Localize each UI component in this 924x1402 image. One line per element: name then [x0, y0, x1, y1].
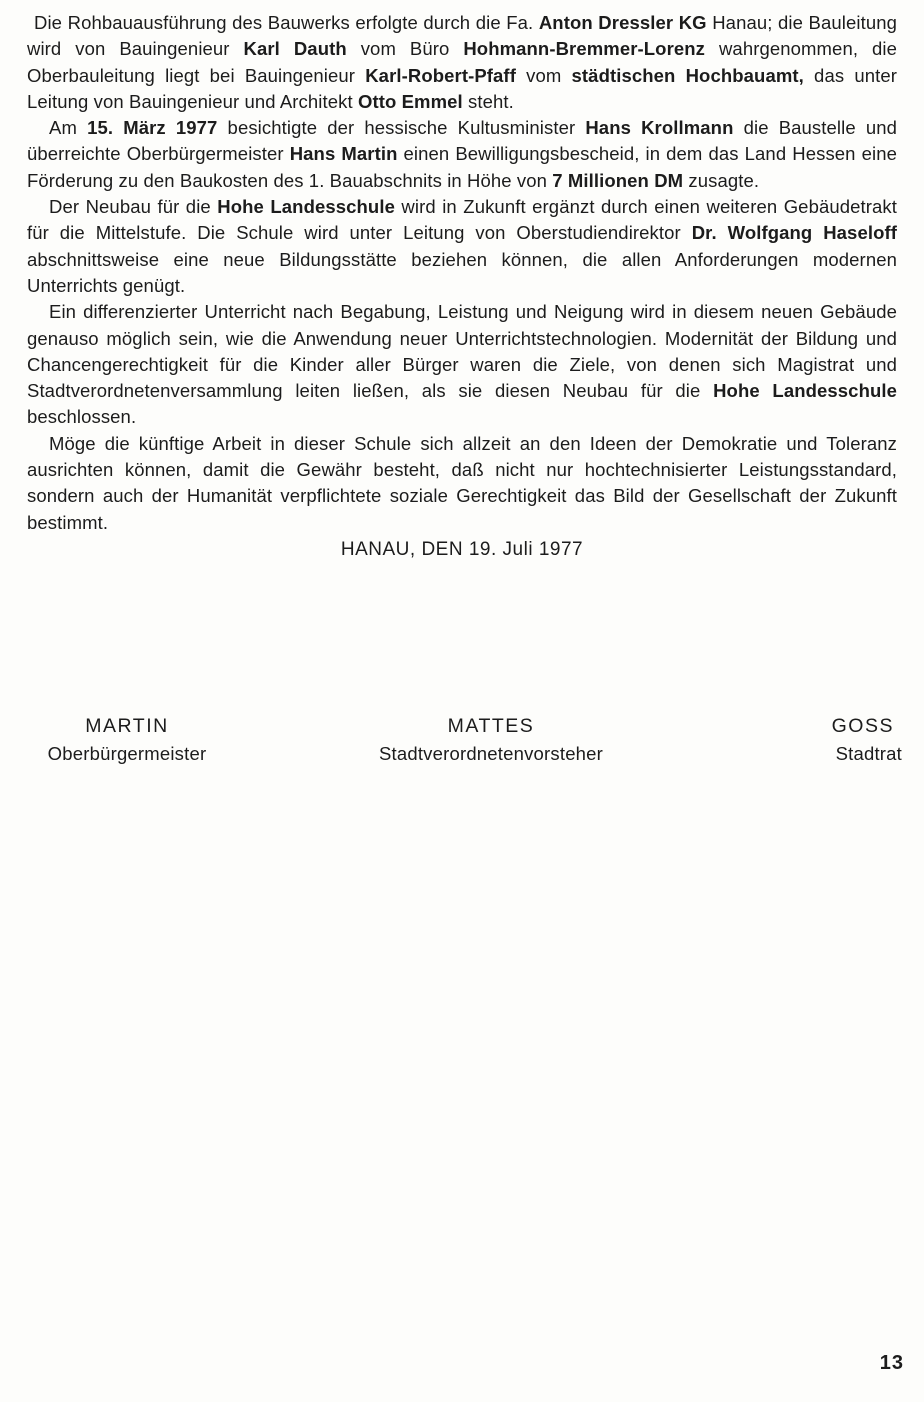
signature-role: Oberbürgermeister: [47, 743, 207, 764]
text-run: Möge die künftige Arbeit in dieser Schule sich allzeit an den Ideen der Demokratie und Toleranz ausrichten können, damit die Gewähr besteht, daß nicht nur hochtechnisierter Leistungsstandard, sondern auch der Humanität verpflichtete soziale Gerechtigkeit das Bild der Gesellschaft der Zukunft bestimmt.: [27, 432, 897, 533]
bold-text-run: städtischen Hochbauamt,: [571, 64, 804, 86]
bold-text-run: Hohe Landesschule: [713, 380, 897, 402]
paragraph-education-goals: [27, 299, 897, 430]
text-run: abschnittsweise eine neue Bildungsstätte beziehen können, die allen Anforderungen modernen Unterrichts genügt.: [27, 248, 897, 296]
bold-text-run: Hans Martin: [289, 143, 398, 165]
text-run: besichtigte der hessische Kultusminister: [217, 117, 586, 139]
page-number: 13: [879, 1352, 904, 1374]
text-run: Die Rohbauausführung des Bauwerks erfolgte durch die Fa.: [34, 12, 539, 33]
text-run: zusagte.: [683, 169, 760, 191]
text-run: vom: [515, 64, 572, 86]
bold-text-run: 7 Millionen DM: [552, 169, 684, 191]
text-run: Der Neubau für die: [49, 196, 218, 218]
signature-role: Stadtrat: [835, 743, 902, 764]
bold-text-run: Otto Emmel: [357, 90, 463, 112]
signature-name: MARTIN: [85, 715, 169, 737]
body-text: [27, 10, 897, 536]
paragraph-closing-wish: [27, 431, 897, 536]
bold-text-run: Dr. Wolfgang Haseloff: [691, 222, 898, 244]
text-run: wahrgenommen, die Oberbauleitung liegt bei Bauingenieur: [27, 38, 897, 86]
signature-name: GOSS: [831, 715, 894, 737]
signature-council-chair: [341, 712, 641, 768]
signature-block: [27, 712, 902, 782]
signature-councillor: [792, 712, 902, 768]
text-run: vom Büro: [346, 38, 464, 60]
text-run: wird in Zukunft ergänzt durch einen weiteren Gebäudetrakt für die Mittelstufe. Die Schule wird unter Leitung von Oberstudiendirektor: [27, 196, 897, 244]
text-run: steht.: [462, 90, 514, 112]
text-run: die Baustelle und überreichte Oberbürgermeister: [27, 117, 897, 165]
bold-text-run: Hohmann-Bremmer-Lorenz: [463, 38, 706, 60]
text-run: das unter Leitung von Bauingenieur und Architekt: [27, 64, 898, 112]
signature-role: Stadtverordnetenvorsteher: [378, 743, 604, 764]
bold-text-run: Hohe Landesschule: [217, 196, 395, 218]
text-run: Hanau; die Bauleitung wird von Bauingenieur: [27, 12, 897, 60]
text-run: einen Bewilligungsbescheid, in dem das Land Hessen eine Förderung zu den Baukosten des 1. Bauabschnits in Höhe von: [27, 143, 897, 191]
bold-text-run: Hans Krollmann: [585, 117, 734, 139]
signature-mayor: [27, 712, 227, 768]
paragraph-construction: [27, 10, 897, 115]
dateline: HANAU, DEN 19. Juli 1977: [340, 538, 584, 560]
bold-text-run: Karl Dauth: [243, 38, 347, 60]
text-run: beschlossen.: [27, 406, 137, 428]
bold-text-run: Anton Dressler KG: [538, 12, 707, 33]
text-run: Ein differenzierter Unterricht nach Begabung, Leistung und Neigung wird in diesem neuen Gebäude genauso möglich sein, wie die Anwendung neuer Unterrichtstechnologien. Modernität der Bildung und Chancengerechtigkeit für die Kinder aller Bürger waren die Ziele, von denen sich Magistrat und Stadtverordnetenversammlung leiten ließen, als sie diesen Neubau für die: [27, 301, 897, 402]
bold-text-run: Karl-Robert-Pfaff: [365, 64, 516, 86]
text-run: Am: [49, 117, 88, 139]
signature-name: MATTES: [447, 715, 535, 737]
bold-text-run: 15. März 1977: [87, 117, 218, 139]
paragraph-new-building: [27, 194, 897, 299]
document-page: [27, 10, 897, 563]
paragraph-site-visit: [27, 115, 897, 194]
